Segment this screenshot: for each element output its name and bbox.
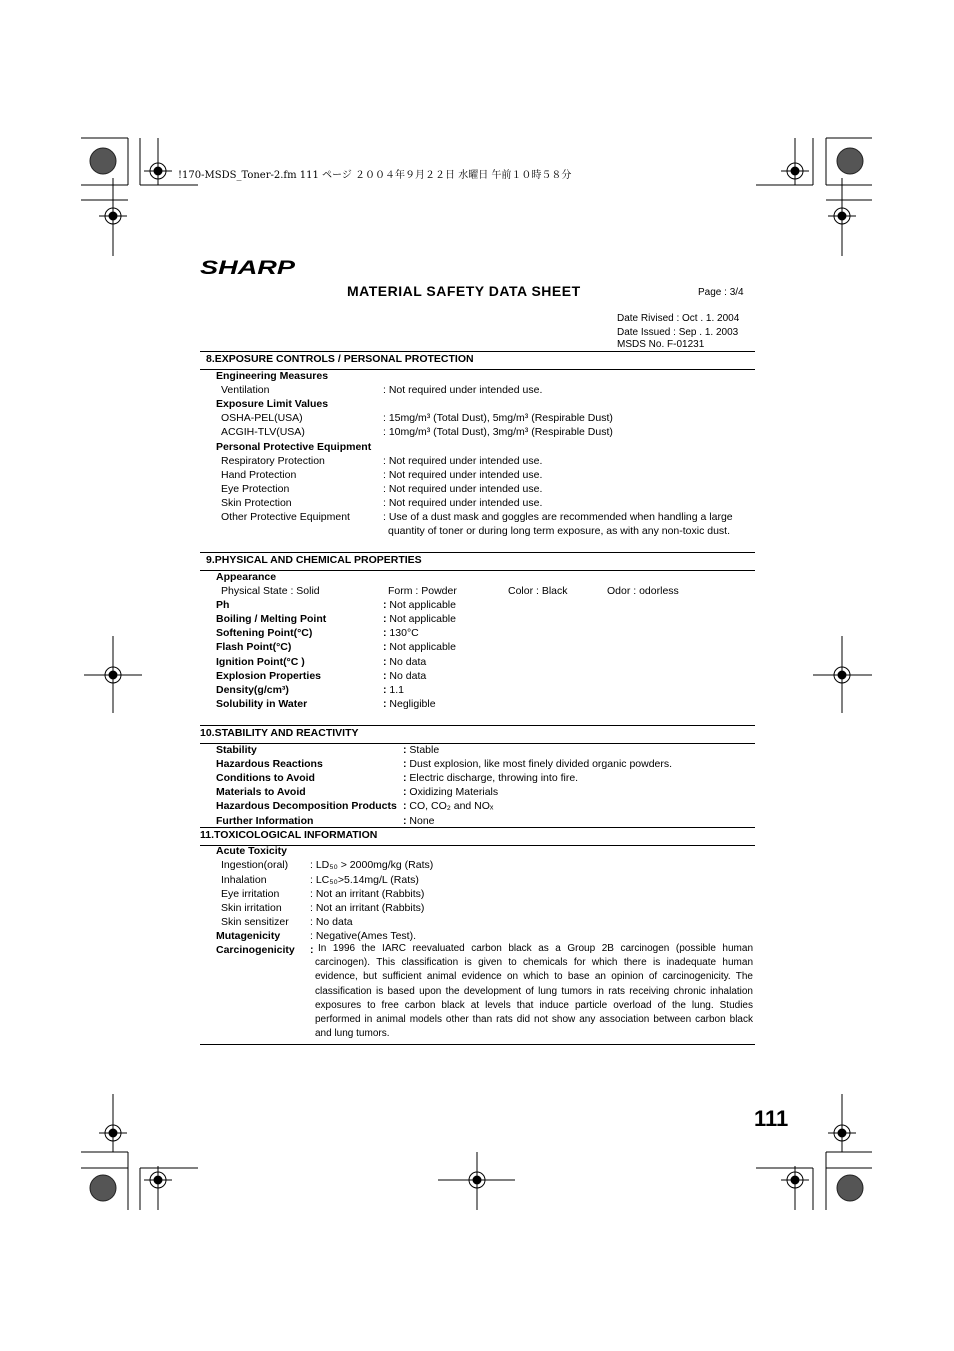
s9-row-value: : No data	[383, 670, 427, 682]
svg-text:SHARP: SHARP	[200, 258, 296, 276]
color: Color : Black	[508, 585, 568, 597]
ventilation-label: Ventilation	[221, 384, 270, 396]
s10-row-label: Hazardous Decomposition Products	[216, 800, 397, 812]
ventilation-value: : Not required under intended use.	[383, 384, 543, 396]
s11-row-label: Eye irritation	[221, 888, 280, 900]
s11-row-value: : LC₅₀>5.14mg/L (Rats)	[310, 874, 419, 886]
physical-state: Physical State : Solid	[221, 585, 320, 597]
other-equipment-value-2: quantity of toner or during long term exposure, as with any non-toxic dust.	[388, 525, 731, 537]
carcinogenicity-colon: :	[310, 944, 314, 956]
eye-label: Eye Protection	[221, 483, 290, 495]
skin-value: : Not required under intended use.	[383, 497, 543, 509]
s10-row-value: : CO, CO₂ and NOₓ	[403, 800, 494, 812]
osha-value: : 15mg/m³ (Total Dust), 5mg/m³ (Respirable Dust)	[383, 412, 613, 424]
carcinogenicity-text: In 1996 the IARC reevaluated carbon black as a Group 2B carcinogen (possible human carcinogen). This classification is given to chemicals for which there is inadequate human evidence, but sufficient animal evidence on which to base an opinion of carcinogenicity. The classification is based upon the development of lung tumors in rats receiving chronic inhalation exposures to free carbon black at levels that induce particle overload of the lung. Studies performed in animal models other than rats did not show any association between carbon black and lung tumors.	[315, 943, 753, 1040]
section-end-rule	[200, 1044, 755, 1045]
eye-value: : Not required under intended use.	[383, 483, 543, 495]
s11-row-value: : Not an irritant (Rabbits)	[310, 888, 425, 900]
s9-row-value: : Negligible	[383, 698, 436, 710]
s9-row-value: : Not applicable	[383, 613, 456, 625]
hand-value: : Not required under intended use.	[383, 469, 543, 481]
document-title: MATERIAL SAFETY DATA SHEET	[347, 283, 581, 299]
s9-row-label: Boiling / Melting Point	[216, 613, 327, 625]
s9-row-label: Flash Point(°C)	[216, 641, 292, 653]
form: Form : Powder	[388, 585, 457, 597]
s10-row-label: Conditions to Avoid	[216, 772, 315, 784]
print-header: !170-MSDS_Toner-2.fm 111 ページ ２００４年９月２２日 水曜日 午前１０時５８分	[178, 170, 572, 181]
carcinogenicity-label: Carcinogenicity	[216, 944, 295, 956]
s10-row-value: : Stable	[403, 744, 440, 756]
section-10-heading: 10.STABILITY AND REACTIVITY	[200, 725, 755, 744]
section-8-heading: 8.EXPOSURE CONTROLS / PERSONAL PROTECTION	[200, 351, 755, 370]
s11-row-label: Skin sensitizer	[221, 916, 289, 928]
s11-row-value: : Not an irritant (Rabbits)	[310, 902, 425, 914]
engineering-measures-label: Engineering Measures	[216, 370, 329, 382]
date-revised: Date Rivised : Oct . 1. 2004	[617, 313, 740, 324]
s9-row-label: Density(g/cm³)	[216, 684, 289, 696]
acgih-label: ACGIH-TLV(USA)	[221, 426, 305, 438]
s9-row-label: Ignition Point(°C )	[216, 656, 305, 668]
s9-row-value: : No data	[383, 656, 427, 668]
page-indicator: Page : 3/4	[698, 287, 744, 298]
odor: Odor : odorless	[607, 585, 679, 597]
s9-row-value: : Not applicable	[383, 641, 456, 653]
s9-row-label: Solubility in Water	[216, 698, 308, 710]
s10-row-label: Materials to Avoid	[216, 786, 306, 798]
s9-row-label: Softening Point(°C)	[216, 627, 313, 639]
s11-row-label: Skin irritation	[221, 902, 282, 914]
exposure-limits-label: Exposure Limit Values	[216, 398, 329, 410]
skin-label: Skin Protection	[221, 497, 292, 509]
s9-row-value: : 130°C	[383, 627, 419, 639]
s9-row-label: Ph	[216, 599, 230, 611]
s9-row-value: : Not applicable	[383, 599, 456, 611]
s10-row-value: : Dust explosion, like most finely divided organic powders.	[403, 758, 673, 770]
s10-row-value: : None	[403, 815, 435, 827]
mutagenicity-value: : Negative(Ames Test).	[310, 930, 417, 942]
s10-row-value: : Oxidizing Materials	[403, 786, 499, 798]
acgih-value: : 10mg/m³ (Total Dust), 3mg/m³ (Respirable Dust)	[383, 426, 613, 438]
s10-row-value: : Electric discharge, throwing into fire.	[403, 772, 579, 784]
other-equipment-label: Other Protective Equipment	[221, 511, 350, 523]
date-issued: Date Issued : Sep . 1. 2003	[617, 327, 739, 338]
s11-row-value: : No data	[310, 916, 353, 928]
s10-row-label: Further Information	[216, 815, 314, 827]
s9-row-value: : 1.1	[383, 684, 405, 696]
respiratory-value: : Not required under intended use.	[383, 455, 543, 467]
osha-label: OSHA-PEL(USA)	[221, 412, 303, 424]
sharp-logo	[200, 258, 296, 279]
s9-row-label: Explosion Properties	[216, 670, 322, 682]
ppe-label: Personal Protective Equipment	[216, 441, 372, 453]
respiratory-label: Respiratory Protection	[221, 455, 325, 467]
mutagenicity-label: Mutagenicity	[216, 930, 281, 942]
s11-row-label: Inhalation	[221, 874, 267, 886]
s11-row-value: : LD₅₀ > 2000mg/kg (Rats)	[310, 859, 434, 871]
section-9-heading: 9.PHYSICAL AND CHEMICAL PROPERTIES	[200, 552, 755, 571]
acute-toxicity-label: Acute Toxicity	[216, 845, 287, 857]
other-equipment-value-1: : Use of a dust mask and goggles are recommended when handling a large	[383, 511, 733, 523]
appearance-label: Appearance	[216, 571, 277, 583]
section-11-heading: 11.TOXICOLOGICAL INFORMATION	[200, 827, 755, 846]
msds-number: MSDS No. F-01231	[617, 339, 705, 350]
page-number: 111	[754, 1106, 789, 1131]
s11-row-label: Ingestion(oral)	[221, 859, 289, 871]
hand-label: Hand Protection	[221, 469, 297, 481]
s10-row-label: Hazardous Reactions	[216, 758, 323, 770]
s10-row-label: Stability	[216, 744, 257, 756]
